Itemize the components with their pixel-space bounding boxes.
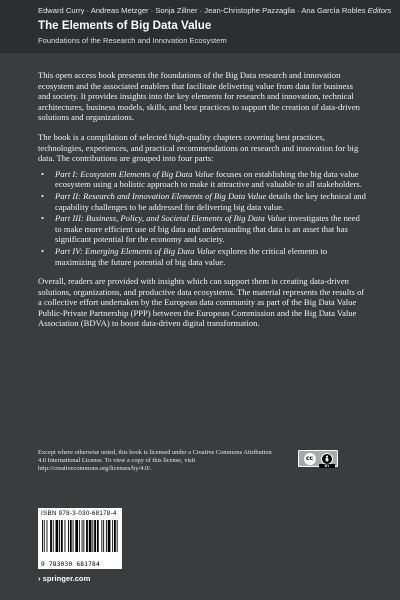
bullet: • — [41, 168, 45, 179]
barcode-bar — [117, 520, 118, 552]
barcode-bar — [42, 520, 43, 552]
barcode-bar — [97, 520, 99, 552]
blurb-paragraph-2: The book is a compilation of selected high-quality chapters covering best practices, technologies, experiences, and practical recommendations on research and innovation for big data. The contributions are grouped into four parts: — [38, 131, 359, 164]
barcode-bar — [79, 520, 80, 552]
part-title: Part III: Business, Policy, and Societal Elements of Big Data Value — [55, 213, 287, 224]
barcode-bar — [73, 520, 74, 552]
part-item-4 — [38, 246, 366, 267]
part-item-1 — [38, 169, 366, 190]
person-glyph-icon — [323, 455, 331, 463]
isbn-number: ISBN 978-3-030-68178-4 — [41, 510, 117, 517]
part-item-2 — [38, 191, 366, 212]
blurb-paragraph-1: This open access book presents the foundations of the Big Data research and innovation ecosystem and the associated enablers that facilitate delivering value from data for business and society. It provides insights into the key elements for research and innovation, technical architectures, business models, skills, and best practices to support the creation of data-driven solutions and organizations. — [38, 70, 360, 123]
barcode-bar — [61, 520, 63, 552]
bullet: • — [41, 213, 45, 224]
attribution-person-icon — [321, 453, 333, 465]
header-band — [0, 0, 400, 53]
part-description: focuses on establishing the big data value ecosystem using a holistic approach to make it attractive and valuable to all stakeholders. — [55, 168, 362, 190]
barcode-bar — [68, 520, 69, 552]
ean-barcode-icon — [41, 520, 119, 560]
part-description: details the key technical and capability challenges to be addressed for delivering big data value. — [55, 190, 366, 212]
bullet: • — [41, 245, 45, 256]
editors-line — [38, 6, 398, 15]
barcode-bar — [82, 520, 83, 552]
bullet: • — [41, 190, 45, 201]
barcode-bar — [65, 520, 66, 552]
barcode-bar — [89, 520, 92, 552]
barcode-bar — [108, 520, 111, 552]
barcode-bar — [44, 520, 45, 552]
license-notice: Except where otherwise noted, this book is licensed under a Creative Commons Attribution 4.0 International License. To view a copy of this license, visit http://creativecommons.org/licenses/by/4.0/. — [38, 449, 272, 473]
barcode-bar — [94, 520, 96, 552]
blurb — [38, 70, 366, 338]
barcode-bar — [86, 520, 88, 552]
barcode-bar — [92, 520, 93, 552]
blurb-paragraph-3: Overall, readers are provided with insights which can support them in creating data-driven solutions, organizations, and productive data ecosystems. The material represents the results of a collective effort undertaken by the European data community as part of the Big Data Value Public-Private Partnership (PPP) between the European Commission and the Big Data Value Association (BDVA) to boost data-driven digital transformation. — [38, 276, 365, 329]
barcode-bar — [59, 520, 60, 552]
barcode-bar — [75, 520, 78, 552]
parts-list — [38, 169, 366, 267]
by-label: BY — [319, 464, 335, 468]
barcode-bar — [106, 520, 107, 552]
editor-names: Edward Curry · Andreas Metzger · Sonja Zillner · Jean-Christophe Pazzaglia · Ana García Robles — [38, 6, 366, 15]
publisher-website[interactable]: › springer.com — [38, 574, 91, 583]
barcode-bar — [56, 520, 59, 552]
barcode-bar — [114, 520, 116, 552]
book-subtitle: Foundations of the Research and Innovation Ecosystem — [38, 36, 227, 45]
barcode-bar — [70, 520, 72, 552]
book-title: The Elements of Big Data Value — [38, 19, 212, 32]
barcode-bar — [50, 520, 52, 552]
ean-digits: 9 783030 681784 — [41, 561, 100, 568]
cc-icon: cc — [304, 453, 316, 465]
barcode-bar — [103, 520, 104, 552]
barcode-bar — [101, 520, 102, 552]
part-title: Part I: Ecosystem Elements of Big Data Value — [55, 168, 214, 179]
part-description: explores the critical elements to maximizing the future potential of big data value. — [55, 245, 328, 267]
barcode-bar — [112, 520, 113, 552]
part-item-3 — [38, 213, 366, 245]
barcode-bar — [83, 520, 84, 552]
isbn-barcode — [38, 508, 122, 569]
part-title: Part II: Research and Innovation Elements of Big Data Value — [55, 190, 267, 201]
barcode-bar — [47, 520, 48, 552]
editors-label: Editors — [367, 6, 392, 15]
part-description: investigates the need to make more efficient use of big data and understanding that data is an asset that has significant potential for the economy and society. — [55, 213, 360, 245]
barcode-bar — [53, 520, 54, 552]
part-title: Part IV: Emerging Elements of Big Data Value — [55, 245, 216, 256]
